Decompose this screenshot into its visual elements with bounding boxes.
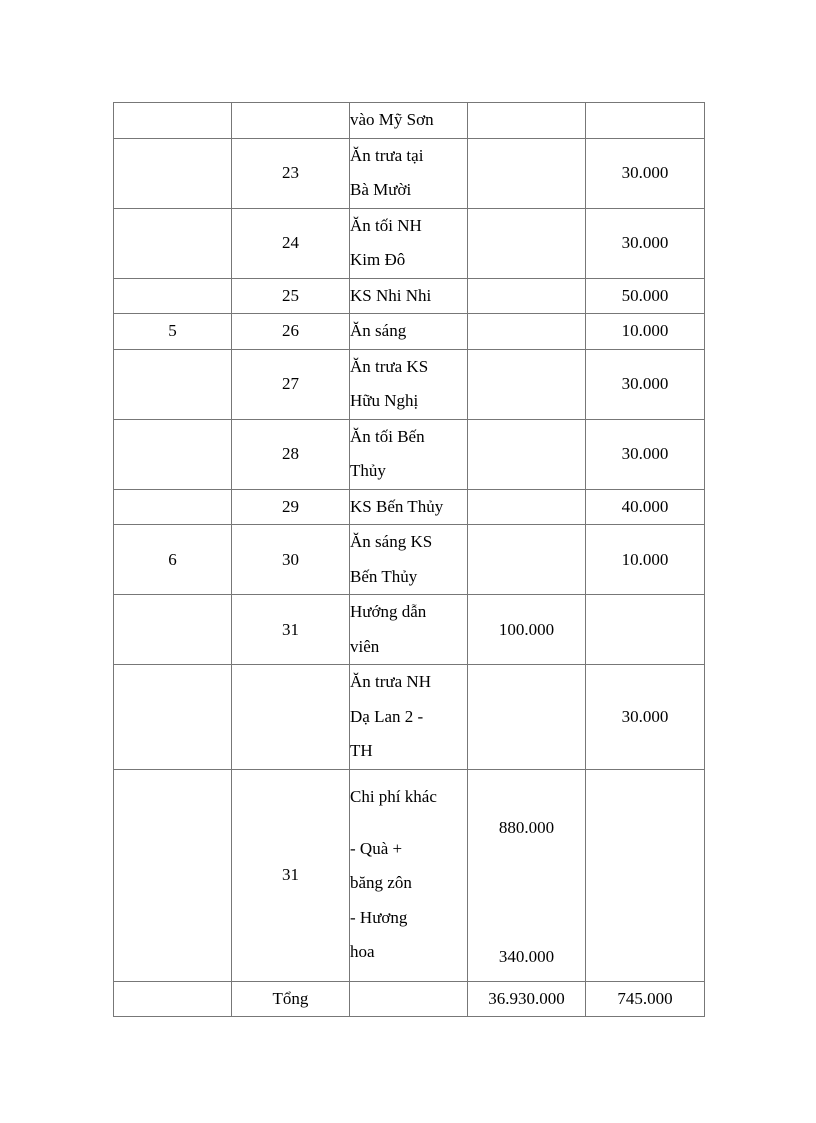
total-amount1: 36.930.000 [468, 981, 586, 1016]
amount2-cell: 30.000 [586, 349, 705, 419]
description-line: TH [350, 741, 373, 760]
cost-table [113, 102, 705, 1017]
description-line: Ăn tối Bến [350, 426, 425, 446]
description-line: KS Bến Thủy [350, 496, 444, 516]
table-row [114, 103, 705, 139]
other-costs-title: Chi phí khác [350, 787, 437, 807]
item-number-cell: 25 [232, 278, 350, 314]
day-cell [114, 138, 232, 208]
description-cell [350, 489, 468, 525]
cost-table-body [114, 103, 705, 770]
amount-gifts: 880.000 [498, 817, 555, 837]
description-cell [350, 138, 468, 208]
table-row [114, 278, 705, 314]
amount2-cell: 30.000 [586, 138, 705, 208]
table-row [114, 419, 705, 489]
amount2-cell [586, 103, 705, 139]
amount2-cell: 30.000 [586, 419, 705, 489]
amount1-cell [468, 349, 586, 419]
item-number-cell: 31 [232, 769, 350, 981]
description-line: Dạ Lan 2 - [350, 706, 424, 726]
day-cell [114, 595, 232, 665]
total-row [114, 981, 705, 1016]
amount1-cell [468, 138, 586, 208]
day-cell: 6 [114, 525, 232, 595]
description-cell [350, 208, 468, 278]
description-line: Hướng dẫn [350, 602, 427, 621]
description-cell [350, 419, 468, 489]
table-row [114, 665, 705, 770]
description-cell [350, 665, 468, 770]
amount1-cell [468, 665, 586, 770]
total-label: Tổng [232, 981, 350, 1016]
day-cell [114, 349, 232, 419]
description-line: Ăn sáng KS [350, 532, 433, 551]
description-cell [350, 278, 468, 314]
description-line: Ăn tối NH [350, 215, 422, 235]
amount2-cell: 10.000 [586, 525, 705, 595]
day-cell: 5 [114, 314, 232, 350]
item-number-cell: 29 [232, 489, 350, 525]
description-line: Bến Thủy [350, 566, 418, 586]
table-row [114, 489, 705, 525]
day-cell [114, 103, 232, 139]
description-line: Ăn trưa KS [350, 356, 429, 376]
amount1-cell: 100.000 [468, 595, 586, 665]
amount-cell [468, 769, 586, 981]
amount1-cell [468, 489, 586, 525]
description-line: Ăn trưa tại [350, 145, 424, 165]
amount1-cell [468, 525, 586, 595]
item-number-cell: 27 [232, 349, 350, 419]
amount2-cell: 30.000 [586, 208, 705, 278]
description-line: Ăn sáng [350, 321, 407, 340]
other-cost-item-incense: - Hương [350, 907, 408, 927]
day-cell [114, 489, 232, 525]
table-row [114, 314, 705, 350]
day-cell [114, 278, 232, 314]
amount1-cell [468, 278, 586, 314]
table-row [114, 349, 705, 419]
description-cell [350, 314, 468, 350]
item-number-cell: 24 [232, 208, 350, 278]
description-cell [350, 349, 468, 419]
amount1-cell [468, 314, 586, 350]
day-cell [114, 208, 232, 278]
amount2-cell: 50.000 [586, 278, 705, 314]
day-cell [114, 419, 232, 489]
amount-incense: 340.000 [498, 946, 555, 966]
description-cell [350, 525, 468, 595]
desc-cell [350, 981, 468, 1016]
amount2-cell: 30.000 [586, 665, 705, 770]
day-cell [114, 665, 232, 770]
amount1-cell [468, 419, 586, 489]
item-number-cell: 30 [232, 525, 350, 595]
day-cell [114, 769, 232, 981]
description-line: Hữu Nghị [350, 391, 419, 410]
amount2-cell [586, 595, 705, 665]
description-line: Bà Mười [350, 180, 412, 199]
description-line: Thủy [350, 461, 386, 480]
item-number-cell: 31 [232, 595, 350, 665]
other-costs-description: Chi phí khác - Quà + băng zôn - Hương hoa [350, 769, 468, 981]
description-line: Ăn trưa NH [350, 672, 431, 691]
amount2-cell [586, 769, 705, 981]
other-cost-item-gifts: - Quà + [350, 838, 403, 858]
description-line: viên [350, 636, 380, 656]
item-number-cell [232, 103, 350, 139]
item-number-cell: 28 [232, 419, 350, 489]
amount2-cell: 10.000 [586, 314, 705, 350]
table-row [114, 138, 705, 208]
description-cell [350, 103, 468, 139]
table-row [114, 595, 705, 665]
total-amount2: 745.000 [586, 981, 705, 1016]
amount1-cell [468, 208, 586, 278]
day-cell [114, 981, 232, 1016]
description-line: Kim Đô [350, 250, 406, 269]
amount2-cell: 40.000 [586, 489, 705, 525]
description-cell [350, 595, 468, 665]
table-row [114, 208, 705, 278]
other-costs-row [114, 769, 705, 981]
amount1-cell [468, 103, 586, 139]
item-number-cell: 23 [232, 138, 350, 208]
table-row [114, 525, 705, 595]
description-line: vào Mỹ Sơn [350, 110, 434, 129]
item-number-cell [232, 665, 350, 770]
item-number-cell: 26 [232, 314, 350, 350]
description-line: KS Nhi Nhi [350, 285, 432, 305]
